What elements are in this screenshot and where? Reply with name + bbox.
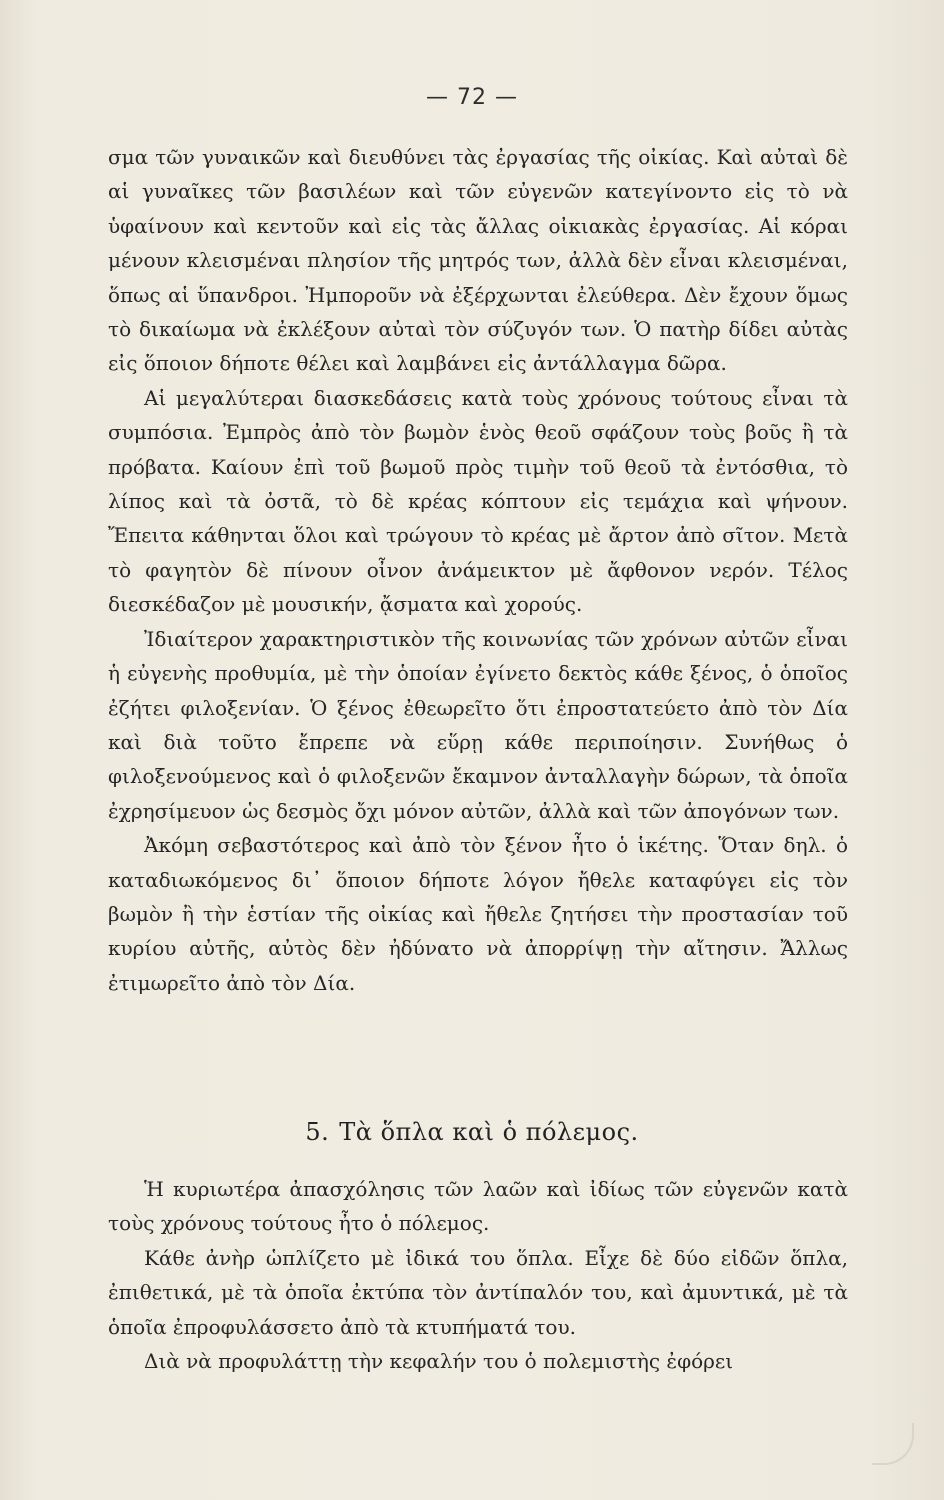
paragraph-banquets: Αἱ μεγαλύτεραι διασκεδάσεις κατὰ τοὺς χρόνους τούτους εἶναι τὰ συμπόσια. Ἐμπρὸς ἀπὸ τὸν βωμὸν ἑνὸς θεοῦ σφάζουν τοὺς βοῦς ἢ τὰ πρόβατα. Καίουν ἐπὶ τοῦ βωμοῦ πρὸς τιμὴν τοῦ θεοῦ τὰ ἐντόσθια, τὸ λίπος καὶ τὰ ὀστᾶ, τὸ δὲ κρέας κόπτουν εἰς τεμάχια καὶ ψήνουν. Ἔπειτα κάθηνται ὅλοι καὶ τρώγουν τὸ κρέας μὲ ἄρτον ἀπὸ σῖτον. Μετὰ τὸ φαγητὸν δὲ πίνουν οἶνον ἀνάμεικτον μὲ ἄφθονον νερόν. Τέλος διεσκέδαζον μὲ μουσικήν, ᾄσματα καὶ χορούς. [108, 385, 848, 617]
paragraph-hospitality: Ἰδιαίτερον χαρακτηριστικὸν τῆς κοινωνίας τῶν χρόνων αὐτῶν εἶναι ἡ εὐγενὴς προθυμία, μὲ τὴν ὁποίαν ἐγίνετο δεκτὸς κάθε ξένος, ὁ ὁποῖος ἐζήτει φιλοξενίαν. Ὁ ξένος ἐθεωρεῖτο ὅτι ἐπροστατεύετο ἀπὸ τὸν Δία καὶ διὰ τοῦτο ἔπρεπε νὰ εὕρῃ κάθε περιποίησιν. Συνήθως ὁ φιλοξενούμενος καὶ ὁ φιλοξενῶν ἔκαμνον ἀνταλλαγὴν δώρων, τὰ ὁποῖα ἐχρησίμευον ὡς δεσμὸς ὄχι μόνον αὐτῶν, ἀλλὰ καὶ τῶν ἀπογόνων των. [108, 626, 848, 823]
body-text-top [108, 140, 848, 1000]
body-text-bottom [108, 1172, 848, 1378]
section-number: 5. [305, 1118, 330, 1146]
paragraph-suppliant: Ἀκόμη σεβαστότερος καὶ ἀπὸ τὸν ξένον ἦτο ὁ ἱκέτης. Ὅταν δηλ. ὁ καταδιωκόμενος δι᾽ ὅποιον δήποτε λόγον ἤθελε καταφύγει εἰς τὸν βωμὸν ἢ τὴν ἑστίαν τῆς οἰκίας καὶ ἤθελε ζητήσει τὴν προστασίαν τοῦ κυρίου αὐτῆς, αὐτὸς δὲν ἠδύνατο νὰ ἀπορρίψῃ τὴν αἴτησιν. Ἄλλως ἐτιμωρεῖτο ἀπὸ τὸν Δία. [108, 833, 848, 995]
page-number: — 72 — [426, 85, 518, 110]
section-heading [0, 1118, 944, 1146]
paragraph-women-household: σμα τῶν γυναικῶν καὶ διευθύνει τὰς ἐργασίας τῆς οἰκίας. Καὶ αὐταὶ δὲ αἱ γυναῖκες τῶν βασιλέων καὶ τῶν εὐγενῶν κατεγίνοντο εἰς τὸ νὰ ὑφαίνουν καὶ κεντοῦν καὶ εἰς τὰς ἄλλας οἰκιακὰς ἐργασίας. Αἱ κόραι μένουν κλεισμέναι πλησίον τῆς μητρός των, ἀλλὰ δὲν εἶναι κλεισμέναι, ὅπως αἱ ὕπανδροι. Ἠμποροῦν νὰ ἐξέρχωνται ἐλεύθερα. Δὲν ἔχουν ὅμως τὸ δικαίωμα νὰ ἐκλέξουν αὐταὶ τὸν σύζυγόν των. Ὁ πατὴρ δίδει αὐτὰς εἰς ὅποιον δήποτε θέλει καὶ λαμβάνει εἰς ἀντάλλαγμα δῶρα. [108, 145, 848, 376]
section-title: Τὰ ὅπλα καὶ ὁ πόλεμος. [339, 1118, 639, 1146]
paragraph-weapons: Κάθε ἀνὴρ ὡπλίζετο μὲ ἰδικά του ὅπλα. Εἶχε δὲ δύο εἰδῶν ὅπλα, ἐπιθετικά, μὲ τὰ ὁποῖα ἐκτύπα τὸν ἀντίπαλόν του, καὶ ἀμυντικά, μὲ τὰ ὁποῖα ἐπροφυλάσσετο ἀπὸ τὰ κτυπήματά του. [108, 1245, 848, 1339]
page-corner-mark [872, 1423, 914, 1465]
paragraph-war-occupation: Ἡ κυριωτέρα ἀπασχόλησις τῶν λαῶν καὶ ἰδίως τῶν εὐγενῶν κατὰ τοὺς χρόνους τούτους ἦτο ὁ πόλεμος. [108, 1177, 848, 1236]
paragraph-helmet: Διὰ νὰ προφυλάττῃ τὴν κεφαλήν του ὁ πολεμιστὴς ἐφόρει [144, 1349, 734, 1374]
